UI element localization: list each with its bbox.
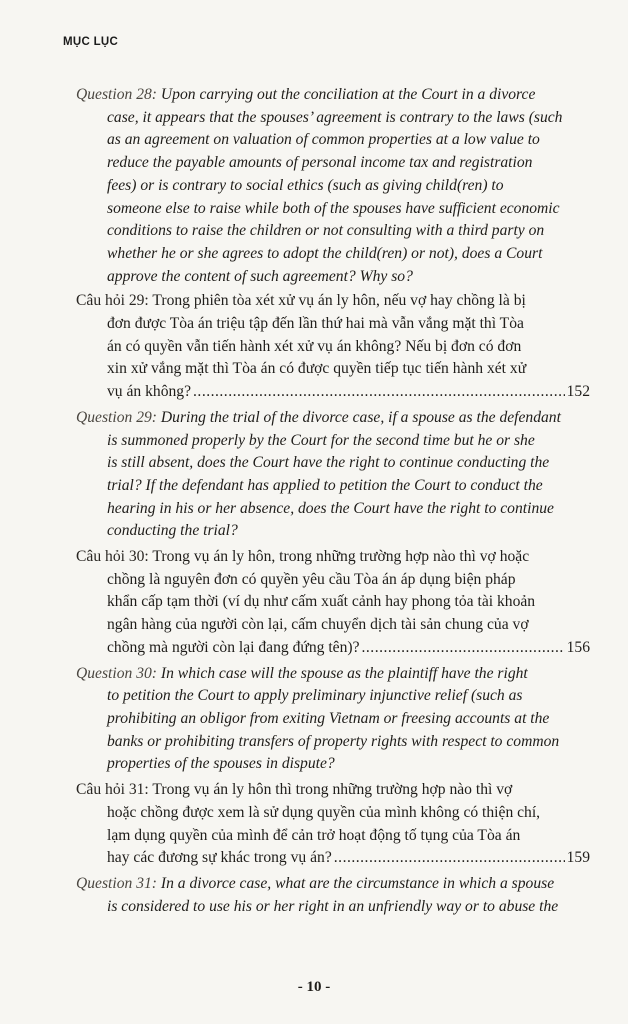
entry-line: trial? If the defendant has applied to petition the Court to conduct the [107, 476, 543, 494]
entry-page-number[interactable]: 152 [566, 383, 590, 401]
entry-text: In which case will the spouse as the plaintiff have the right [157, 664, 528, 682]
entry-line: lạm dụng quyền của mình để cản trở hoạt động tố tụng của Tòa án [107, 826, 521, 844]
entry-line: prohibiting an obligor from exiting Vietnam or freesing accounts at the [107, 709, 550, 727]
entry-line: chồng là nguyên đơn có quyền yêu cầu Tòa án áp dụng biện pháp [107, 570, 516, 588]
entry-line: is considered to use his or her right in an unfriendly way or to abuse the [107, 897, 559, 915]
entry-line: whether he or she agrees to adopt the child(ren) or not), does a Court [107, 244, 543, 262]
entry-text: Trong vụ án ly hôn, trong những trường hợp nào thì vợ hoặc [148, 548, 530, 566]
dot-leader [362, 637, 565, 660]
entry-line: case, it appears that the spouses’ agreement is contrary to the laws (such [107, 108, 563, 126]
entry-line: conducting the trial? [107, 522, 238, 540]
entry-line: án có quyền vẫn tiến hành xét xử vụ án không? Nếu bị đơn có đơn [107, 337, 522, 355]
entry-line: someone else to raise while both of the spouses have sufficient economic [107, 199, 560, 217]
dot-leader [193, 381, 565, 404]
toc-content [76, 84, 590, 918]
entry-label: Question 30: [76, 664, 157, 682]
toc-entry-cau-hoi-30[interactable] [76, 546, 590, 660]
entry-label: Câu hỏi 29: [76, 292, 149, 310]
entry-text: During the trial of the divorce case, if a spouse as the defendant [157, 408, 561, 426]
entry-line: approve the content of such agreement? Why so? [107, 267, 413, 285]
entry-line: properties of the spouses in dispute? [107, 755, 335, 773]
toc-entry-question-30[interactable] [76, 663, 590, 777]
entry-label: Question 28: [76, 86, 157, 103]
entry-label: Câu hỏi 30: [76, 548, 149, 566]
entry-line: is summoned properly by the Court for the second time but he or she [107, 431, 535, 449]
toc-entry-cau-hoi-29[interactable] [76, 290, 590, 404]
entry-line: vụ án không? [107, 383, 192, 401]
entry-label: Question 31: [76, 874, 157, 892]
entry-page-number[interactable]: 159 [566, 849, 590, 867]
entry-line: reduce the payable amounts of personal income tax and registration [107, 154, 533, 172]
entry-label: Câu hỏi 31: [76, 781, 149, 799]
entry-line: hoặc chồng được xem là sử dụng quyền của mình không có thiện chí, [107, 803, 541, 821]
entry-line: fees) or is contrary to social ethics (such as giving child(ren) to [107, 176, 504, 194]
entry-line: khẩn cấp tạm thời (ví dụ như cấm xuất cảnh hay phong tỏa tài khoản [107, 593, 536, 611]
entry-line: banks or prohibiting transfers of property rights with respect to common [107, 732, 560, 750]
toc-entry-question-28[interactable] [76, 84, 590, 288]
entry-text: Upon carrying out the conciliation at the Court in a divorce [157, 86, 536, 103]
entry-line: ngân hàng của người còn lại, cấm chuyển dịch tài sản chung của vợ [107, 616, 529, 634]
entry-label: Question 29: [76, 408, 157, 426]
toc-entry-question-31[interactable] [76, 873, 590, 918]
entry-page-number[interactable]: 156 [566, 638, 590, 656]
toc-entry-cau-hoi-31[interactable] [76, 779, 590, 870]
page-number: - 10 - [297, 979, 331, 995]
entry-line: hay các đương sự khác trong vụ án? [107, 849, 332, 867]
entry-line: đơn được Tòa án triệu tập đến lần thứ hai mà vẫn vắng mặt thì Tòa [107, 315, 524, 333]
entry-line: to petition the Court to apply preliminary injunctive relief (such as [107, 687, 523, 705]
entry-text: Trong phiên tòa xét xử vụ án ly hôn, nếu vợ hay chồng là bị [148, 292, 526, 310]
entry-line: is still absent, does the Court have the right to continue conducting the [107, 454, 550, 472]
toc-entry-question-29[interactable] [76, 407, 590, 543]
entry-line: hearing in his or her absence, does the Court have the right to continue [107, 499, 554, 517]
entry-line: as an agreement on valuation of common properties at a low value to [107, 131, 540, 149]
page-header-title: MỤC LỤC [63, 36, 119, 48]
dot-leader [334, 847, 565, 870]
entry-text: In a divorce case, what are the circumstance in which a spouse [157, 874, 555, 892]
entry-text: Trong vụ án ly hôn thì trong những trường hợp nào thì vợ [148, 781, 513, 799]
entry-line: chồng mà người còn lại đang đứng tên)? [107, 638, 360, 656]
entry-line: conditions to raise the children or not consulting with a third party on [107, 222, 545, 240]
entry-line: xin xử vắng mặt thì Tòa án có được quyền tiếp tục tiến hành xét xử [107, 360, 527, 378]
